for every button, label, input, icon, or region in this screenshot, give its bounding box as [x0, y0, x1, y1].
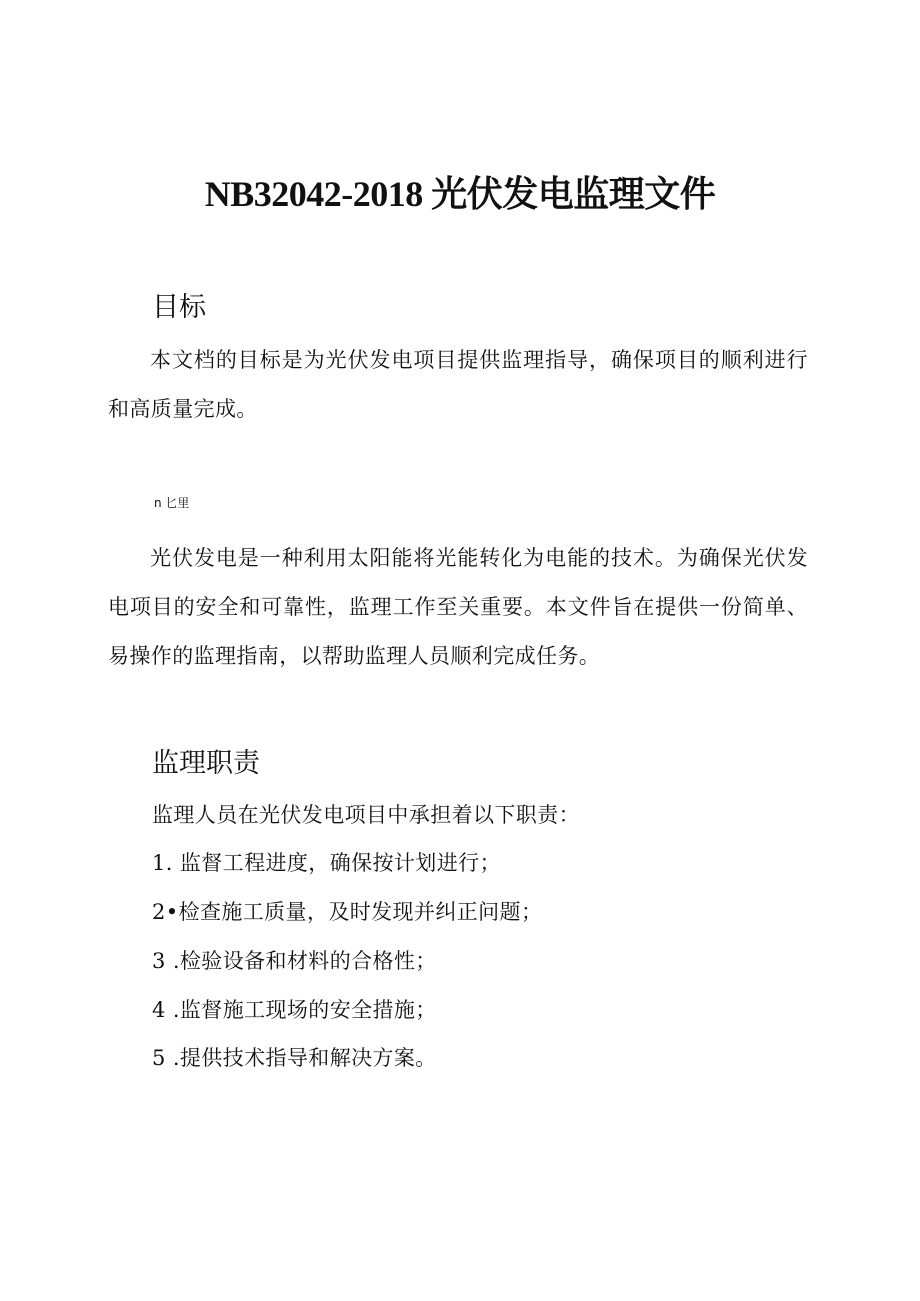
document-title: NB32042-2018 光伏发电监理文件	[204, 174, 716, 214]
duty-item-3: 3 .检验设备和材料的合格性；	[152, 949, 437, 973]
duty-item-1: 1. 监督工程进度，确保按计划进行；	[152, 851, 501, 875]
duty-item-2: 2•检查施工质量，及时发现并纠正问题；	[152, 900, 543, 924]
duties-intro: 监理人员在光伏发电项目中承担着以下职责：	[152, 803, 580, 827]
duty-item-5: 5 .提供技术指导和解决方案。	[152, 1046, 437, 1070]
small-section-label: n 匕里	[154, 496, 190, 510]
goal-paragraph: 本文档的目标是为光伏发电项目提供监理指导，确保项目的顺利进行和高质量完成。	[108, 348, 808, 421]
overview-paragraph: 光伏发电是一种利用太阳能将光能转化为电能的技术。为确保光伏发电项目的安全和可靠性，监理工作至关重要。本文件旨在提供一份简单、易操作的监理指南，以帮助监理人员顺利完成任务。	[108, 546, 808, 668]
section-heading-goal: 目标	[152, 292, 206, 323]
duty-item-4: 4 .监督施工现场的安全措施；	[152, 998, 437, 1022]
section-heading-duties: 监理职责	[152, 748, 260, 779]
